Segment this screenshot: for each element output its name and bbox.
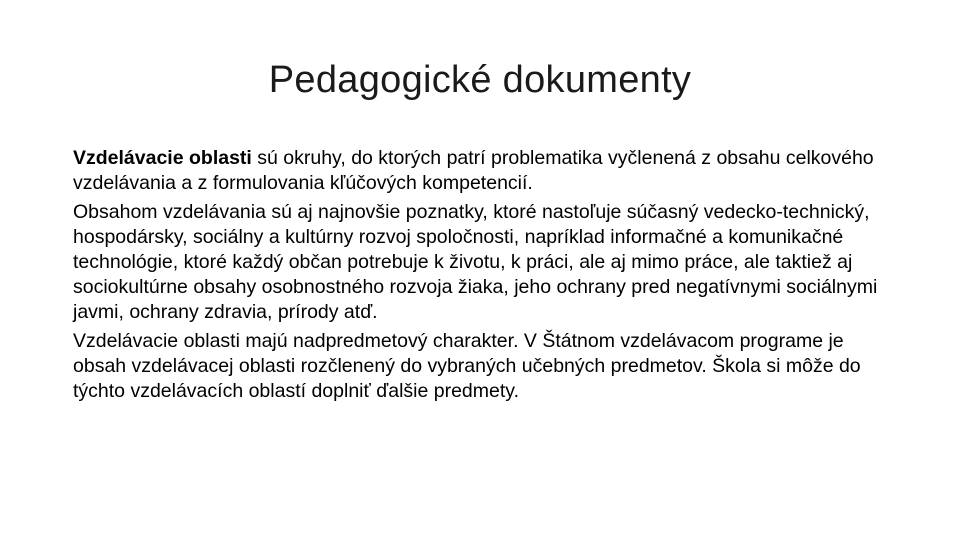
paragraph-1-bold-lead: Vzdelávacie oblasti bbox=[73, 147, 252, 169]
paragraph-1-text: sú okruhy, do ktorých patrí problematika vyčlenená z obsahu celkového vzdelávania a z formulovania kľúčových kompetencií. bbox=[73, 147, 874, 194]
slide-title: Pedagogické dokumenty bbox=[268, 59, 692, 101]
paragraph-2-text: Obsahom vzdelávania sú aj najnovšie poznatky, ktoré nastoľuje súčasný vedecko-technický, hospodársky, sociálny a kultúrny rozvoj spoločnosti, napríklad informačné a komunikačné technológie, ktoré každý občan potrebuje k životu, k práci, ale aj mimo práce, ale taktiež aj sociokultúrne obsahy osobnostného rozvoja žiaka, jeho ochrany pred negatívnymi sociálnymi javmi, ochrany zdravia, prírody atď. bbox=[73, 201, 878, 323]
paragraph-3 bbox=[73, 329, 888, 404]
paragraph-3-text: Vzdelávacie oblasti majú nadpredmetový charakter. V Štátnom vzdelávacom programe je obsah vzdelávacej oblasti rozčlenený do vybraných učebných predmetov. Škola si môže do týchto vzdelávacích oblastí doplniť ďalšie predmety. bbox=[73, 330, 861, 402]
slide-body bbox=[73, 146, 888, 408]
paragraph-1 bbox=[73, 146, 888, 196]
paragraph-2 bbox=[73, 200, 888, 325]
